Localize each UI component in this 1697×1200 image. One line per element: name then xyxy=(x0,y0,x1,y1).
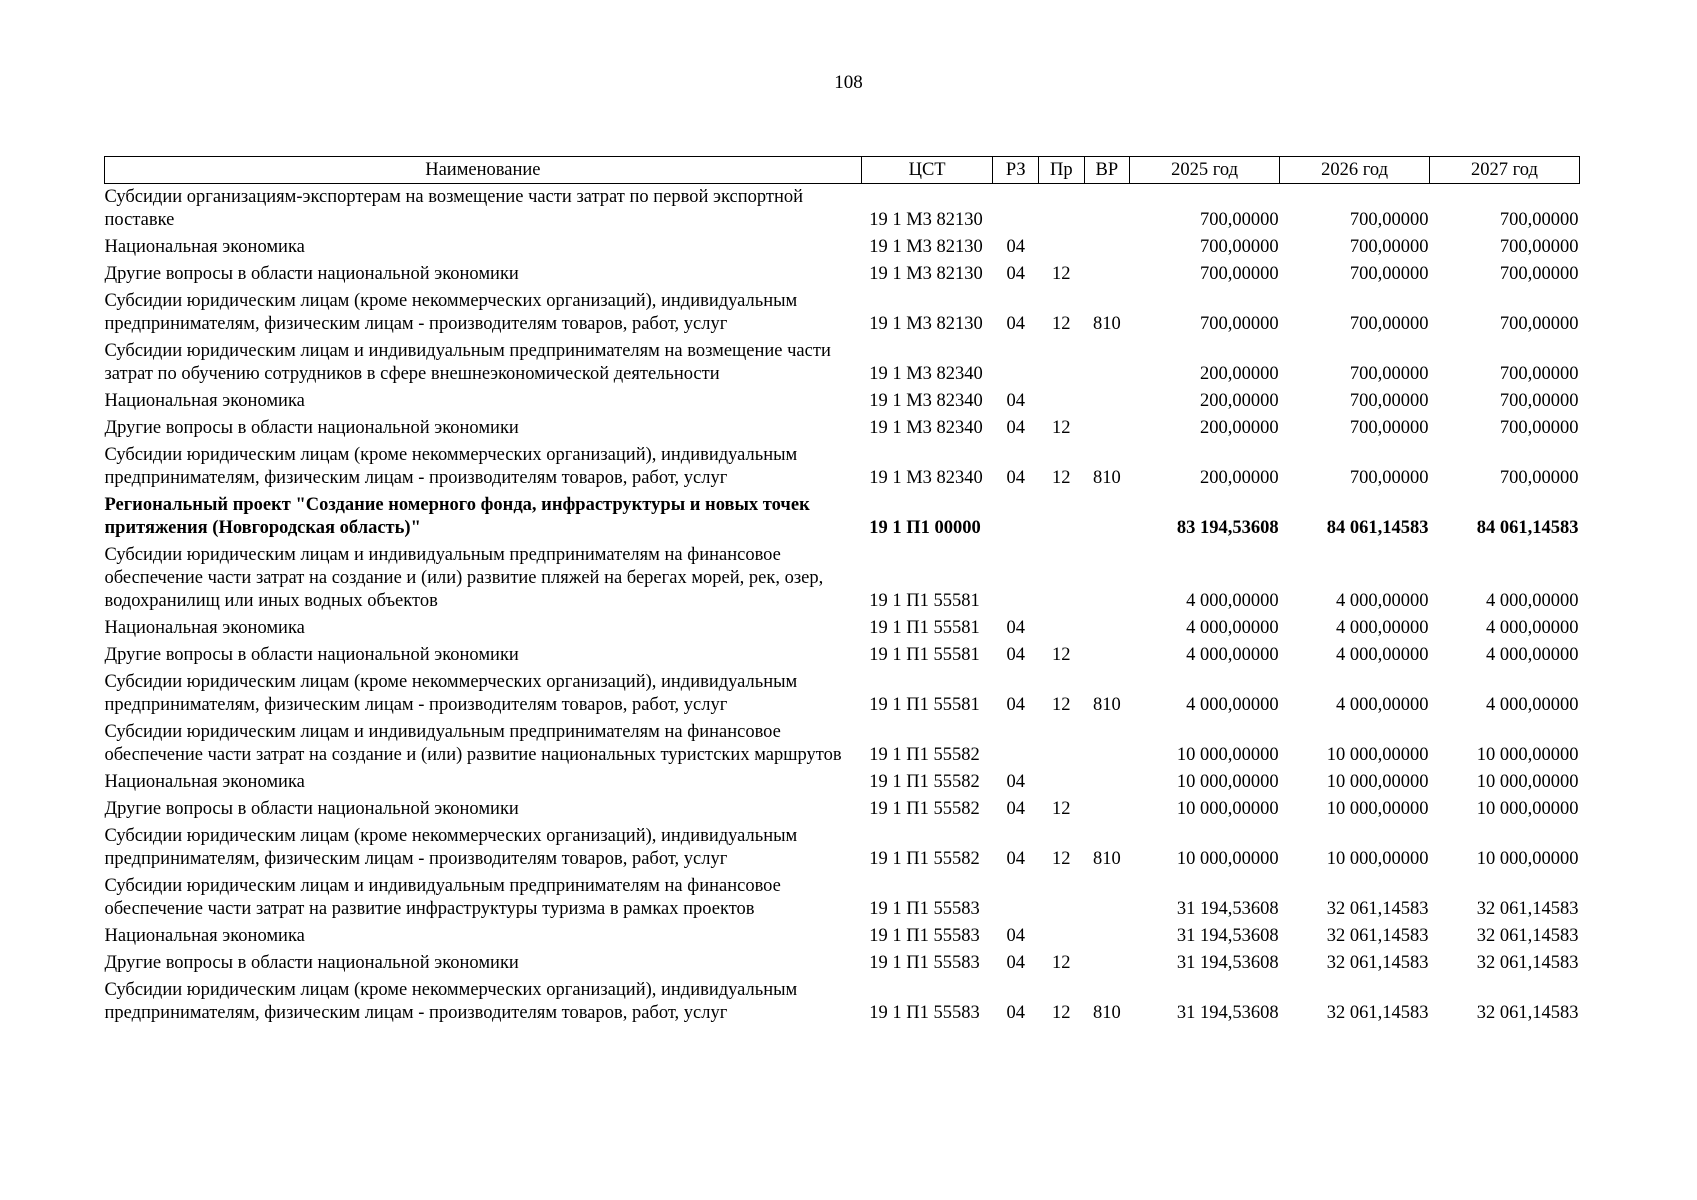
cell-2027: 32 061,14583 xyxy=(1476,926,1579,946)
cell-2025: 700,00000 xyxy=(1199,237,1279,257)
header-2027: 2027 год xyxy=(1430,157,1580,184)
page-number: 108 xyxy=(834,72,863,93)
cell-name: Субсидии юридическим лицам (кроме некоммерческих организаций), индивидуальным предпринимателям, физическим лицам - производителям товаров, работ, услуг xyxy=(104,826,798,869)
cell-2025: 4 000,00000 xyxy=(1186,645,1279,665)
budget-table xyxy=(104,156,1580,1027)
cell-2026: 700,00000 xyxy=(1349,210,1429,230)
table-row xyxy=(105,492,1580,542)
cell-pr xyxy=(1039,234,1085,261)
cell-2027: 10 000,00000 xyxy=(1476,849,1579,869)
cell-2025: 31 194,53608 xyxy=(1176,926,1279,946)
cell-name: Другие вопросы в области национальной экономики xyxy=(104,264,519,284)
cell-vr xyxy=(1084,615,1130,642)
cell-2025: 31 194,53608 xyxy=(1176,899,1279,919)
cell-vr xyxy=(1084,719,1130,769)
cell-2025: 4 000,00000 xyxy=(1186,591,1279,611)
cell-rz: 04 xyxy=(1006,926,1025,946)
cell-2025: 200,00000 xyxy=(1199,468,1279,488)
cell-vr xyxy=(1084,923,1130,950)
cell-cst: 19 1 П1 55582 xyxy=(869,799,980,819)
cell-vr xyxy=(1084,415,1130,442)
cell-vr xyxy=(1084,950,1130,977)
table-row xyxy=(105,719,1580,769)
cell-name: Субсидии юридическим лицам (кроме некоммерческих организаций), индивидуальным предпринимателям, физическим лицам - производителям товаров, работ, услуг xyxy=(104,980,798,1023)
cell-2026: 700,00000 xyxy=(1349,237,1429,257)
cell-rz: 04 xyxy=(1006,953,1025,973)
cell-pr: 12 xyxy=(1052,264,1071,284)
cell-cst: 19 1 П1 55582 xyxy=(869,745,980,765)
cell-name: Субсидии юридическим лицам (кроме некоммерческих организаций), индивидуальным предпринимателям, физическим лицам - производителям товаров, работ, услуг xyxy=(104,672,798,715)
cell-2026: 32 061,14583 xyxy=(1326,899,1429,919)
cell-2027: 4 000,00000 xyxy=(1486,618,1579,638)
cell-2026: 700,00000 xyxy=(1349,314,1429,334)
cell-vr xyxy=(1084,796,1130,823)
cell-rz xyxy=(993,719,1039,769)
cell-2026: 700,00000 xyxy=(1349,264,1429,284)
cell-name: Субсидии юридическим лицам (кроме некоммерческих организаций), индивидуальным предпринимателям, физическим лицам - производителям товаров, работ, услуг xyxy=(104,291,798,334)
cell-vr xyxy=(1084,261,1130,288)
cell-cst: 19 1 П1 55582 xyxy=(869,849,980,869)
table-row xyxy=(105,184,1580,235)
cell-cst: 19 1 М3 82340 xyxy=(869,364,983,384)
cell-rz: 04 xyxy=(1006,645,1025,665)
cell-vr: 810 xyxy=(1092,1003,1121,1023)
cell-rz xyxy=(993,542,1039,615)
cell-2025: 200,00000 xyxy=(1199,364,1279,384)
cell-cst: 19 1 М3 82340 xyxy=(869,418,983,438)
cell-2027: 32 061,14583 xyxy=(1476,953,1579,973)
cell-pr: 12 xyxy=(1052,468,1071,488)
cell-2026: 700,00000 xyxy=(1349,364,1429,384)
cell-cst: 19 1 П1 55582 xyxy=(869,772,980,792)
header-rz: РЗ xyxy=(993,157,1039,184)
cell-name: Региональный проект "Создание номерного фонда, инфраструктуры и новых точек притяжения (Новгородская область)" xyxy=(104,495,810,538)
table-row xyxy=(105,388,1580,415)
cell-pr xyxy=(1039,184,1085,235)
cell-cst: 19 1 П1 55581 xyxy=(869,618,980,638)
table-header-row xyxy=(105,157,1580,184)
cell-rz: 04 xyxy=(1006,264,1025,284)
cell-pr: 12 xyxy=(1052,849,1071,869)
cell-pr xyxy=(1039,338,1085,388)
header-vr: ВР xyxy=(1084,157,1130,184)
table-row xyxy=(105,873,1580,923)
cell-2025: 700,00000 xyxy=(1199,210,1279,230)
cell-2025: 700,00000 xyxy=(1199,264,1279,284)
cell-cst: 19 1 П1 55583 xyxy=(869,1003,980,1023)
cell-vr xyxy=(1084,642,1130,669)
header-2026: 2026 год xyxy=(1280,157,1430,184)
table-row xyxy=(105,338,1580,388)
cell-2026: 32 061,14583 xyxy=(1326,953,1429,973)
cell-cst: 19 1 М3 82130 xyxy=(869,314,983,334)
cell-2027: 700,00000 xyxy=(1499,364,1579,384)
table-row xyxy=(105,823,1580,873)
cell-2026: 10 000,00000 xyxy=(1326,799,1429,819)
table-row xyxy=(105,796,1580,823)
cell-cst: 19 1 П1 55581 xyxy=(869,695,980,715)
cell-vr xyxy=(1084,184,1130,235)
table-row xyxy=(105,288,1580,338)
cell-pr xyxy=(1039,923,1085,950)
cell-vr: 810 xyxy=(1092,695,1121,715)
table-row xyxy=(105,642,1580,669)
cell-2026: 4 000,00000 xyxy=(1336,695,1429,715)
cell-pr: 12 xyxy=(1052,799,1071,819)
cell-2027: 700,00000 xyxy=(1499,237,1579,257)
table-row xyxy=(105,977,1580,1027)
cell-name: Национальная экономика xyxy=(104,391,305,411)
table-row xyxy=(105,769,1580,796)
cell-rz: 04 xyxy=(1006,695,1025,715)
header-cst: ЦСТ xyxy=(861,157,993,184)
cell-cst: 19 1 П1 55583 xyxy=(869,926,980,946)
cell-name: Другие вопросы в области национальной экономики xyxy=(104,799,519,819)
cell-name: Национальная экономика xyxy=(104,618,305,638)
cell-pr xyxy=(1039,388,1085,415)
cell-rz: 04 xyxy=(1006,849,1025,869)
cell-cst: 19 1 П1 55581 xyxy=(869,645,980,665)
cell-pr: 12 xyxy=(1052,418,1071,438)
cell-vr xyxy=(1084,492,1130,542)
table-body xyxy=(105,184,1580,1028)
table-row xyxy=(105,615,1580,642)
cell-2026: 4 000,00000 xyxy=(1336,591,1429,611)
cell-2026: 10 000,00000 xyxy=(1326,772,1429,792)
cell-2027: 700,00000 xyxy=(1499,314,1579,334)
cell-2027: 4 000,00000 xyxy=(1486,645,1579,665)
cell-rz: 04 xyxy=(1006,418,1025,438)
cell-2025: 10 000,00000 xyxy=(1176,772,1279,792)
cell-pr xyxy=(1039,615,1085,642)
table-row xyxy=(105,923,1580,950)
cell-2027: 10 000,00000 xyxy=(1476,745,1579,765)
cell-2025: 200,00000 xyxy=(1199,391,1279,411)
cell-cst: 19 1 М3 82130 xyxy=(869,237,983,257)
cell-2026: 32 061,14583 xyxy=(1326,1003,1429,1023)
cell-vr xyxy=(1084,542,1130,615)
cell-pr: 12 xyxy=(1052,645,1071,665)
cell-rz: 04 xyxy=(1006,391,1025,411)
cell-name: Субсидии организациям-экспортерам на возмещение части затрат по первой экспортной поставке xyxy=(104,187,803,230)
cell-2026: 700,00000 xyxy=(1349,391,1429,411)
cell-2026: 4 000,00000 xyxy=(1336,618,1429,638)
cell-vr: 810 xyxy=(1092,314,1121,334)
cell-pr xyxy=(1039,769,1085,796)
cell-2025: 10 000,00000 xyxy=(1176,849,1279,869)
cell-rz xyxy=(993,492,1039,542)
cell-2026: 10 000,00000 xyxy=(1326,745,1429,765)
cell-2027: 32 061,14583 xyxy=(1476,1003,1579,1023)
cell-vr: 810 xyxy=(1092,468,1121,488)
cell-pr xyxy=(1039,492,1085,542)
table-row xyxy=(105,950,1580,977)
cell-2025: 83 194,53608 xyxy=(1176,518,1279,538)
table-row xyxy=(105,542,1580,615)
cell-2026: 10 000,00000 xyxy=(1326,849,1429,869)
cell-pr xyxy=(1039,542,1085,615)
table-row xyxy=(105,415,1580,442)
cell-2027: 700,00000 xyxy=(1499,418,1579,438)
header-name: Наименование xyxy=(105,157,862,184)
cell-2025: 4 000,00000 xyxy=(1186,695,1279,715)
cell-2027: 84 061,14583 xyxy=(1476,518,1579,538)
cell-2026: 84 061,14583 xyxy=(1326,518,1429,538)
cell-2025: 31 194,53608 xyxy=(1176,953,1279,973)
cell-2027: 32 061,14583 xyxy=(1476,899,1579,919)
header-2025: 2025 год xyxy=(1130,157,1280,184)
cell-rz xyxy=(993,184,1039,235)
cell-2025: 700,00000 xyxy=(1199,314,1279,334)
cell-cst: 19 1 П1 55583 xyxy=(869,899,980,919)
cell-cst: 19 1 М3 82130 xyxy=(869,264,983,284)
cell-rz: 04 xyxy=(1006,618,1025,638)
cell-pr xyxy=(1039,873,1085,923)
table-row xyxy=(105,261,1580,288)
cell-rz: 04 xyxy=(1006,468,1025,488)
cell-name: Национальная экономика xyxy=(104,772,305,792)
cell-name: Другие вопросы в области национальной экономики xyxy=(104,953,519,973)
cell-2027: 10 000,00000 xyxy=(1476,799,1579,819)
cell-rz: 04 xyxy=(1006,314,1025,334)
cell-2026: 32 061,14583 xyxy=(1326,926,1429,946)
cell-2025: 200,00000 xyxy=(1199,418,1279,438)
cell-2027: 700,00000 xyxy=(1499,210,1579,230)
cell-cst: 19 1 П1 55583 xyxy=(869,953,980,973)
cell-cst: 19 1 М3 82130 xyxy=(869,210,983,230)
cell-2027: 700,00000 xyxy=(1499,391,1579,411)
cell-name: Национальная экономика xyxy=(104,237,305,257)
cell-rz xyxy=(993,873,1039,923)
cell-vr: 810 xyxy=(1092,849,1121,869)
cell-vr xyxy=(1084,873,1130,923)
cell-2027: 4 000,00000 xyxy=(1486,591,1579,611)
cell-cst: 19 1 М3 82340 xyxy=(869,468,983,488)
cell-rz xyxy=(993,338,1039,388)
header-pr: Пр xyxy=(1039,157,1085,184)
cell-2027: 700,00000 xyxy=(1499,264,1579,284)
cell-name: Другие вопросы в области национальной экономики xyxy=(104,645,519,665)
cell-2025: 4 000,00000 xyxy=(1186,618,1279,638)
table-row xyxy=(105,669,1580,719)
cell-2027: 4 000,00000 xyxy=(1486,695,1579,715)
cell-rz: 04 xyxy=(1006,799,1025,819)
cell-vr xyxy=(1084,388,1130,415)
cell-rz: 04 xyxy=(1006,237,1025,257)
cell-2026: 4 000,00000 xyxy=(1336,645,1429,665)
cell-cst: 19 1 П1 55581 xyxy=(869,591,980,611)
cell-name: Субсидии юридическим лицам и индивидуальным предпринимателям на финансовое обеспечение части затрат на развитие инфраструктуры туризма в рамках проектов xyxy=(104,876,781,919)
cell-rz: 04 xyxy=(1006,1003,1025,1023)
cell-name: Субсидии юридическим лицам и индивидуальным предпринимателям на финансовое обеспечение части затрат на создание и (или) развитие пляжей на берегах морей, рек, озер, водохранилищ или иных водных объектов xyxy=(104,545,824,611)
cell-2026: 700,00000 xyxy=(1349,418,1429,438)
cell-vr xyxy=(1084,234,1130,261)
cell-pr: 12 xyxy=(1052,695,1071,715)
cell-2027: 10 000,00000 xyxy=(1476,772,1579,792)
cell-2027: 700,00000 xyxy=(1499,468,1579,488)
cell-name: Субсидии юридическим лицам (кроме некоммерческих организаций), индивидуальным предпринимателям, физическим лицам - производителям товаров, работ, услуг xyxy=(104,445,798,488)
cell-pr: 12 xyxy=(1052,314,1071,334)
table-row xyxy=(105,234,1580,261)
cell-name: Другие вопросы в области национальной экономики xyxy=(104,418,519,438)
cell-name: Субсидии юридическим лицам и индивидуальным предпринимателям на финансовое обеспечение части затрат на создание и (или) развитие национальных туристских маршрутов xyxy=(104,722,842,765)
cell-2025: 10 000,00000 xyxy=(1176,745,1279,765)
cell-cst: 19 1 П1 00000 xyxy=(869,518,981,538)
cell-2025: 10 000,00000 xyxy=(1176,799,1279,819)
cell-2026: 700,00000 xyxy=(1349,468,1429,488)
cell-vr xyxy=(1084,338,1130,388)
cell-pr: 12 xyxy=(1052,953,1071,973)
cell-pr xyxy=(1039,719,1085,769)
cell-name: Национальная экономика xyxy=(104,926,305,946)
cell-name: Субсидии юридическим лицам и индивидуальным предпринимателям на возмещение части затрат по обучению сотрудников в сфере внешнеэкономической деятельности xyxy=(104,341,831,384)
cell-cst: 19 1 М3 82340 xyxy=(869,391,983,411)
table-row xyxy=(105,442,1580,492)
cell-vr xyxy=(1084,769,1130,796)
cell-rz: 04 xyxy=(1006,772,1025,792)
cell-2025: 31 194,53608 xyxy=(1176,1003,1279,1023)
cell-pr: 12 xyxy=(1052,1003,1071,1023)
